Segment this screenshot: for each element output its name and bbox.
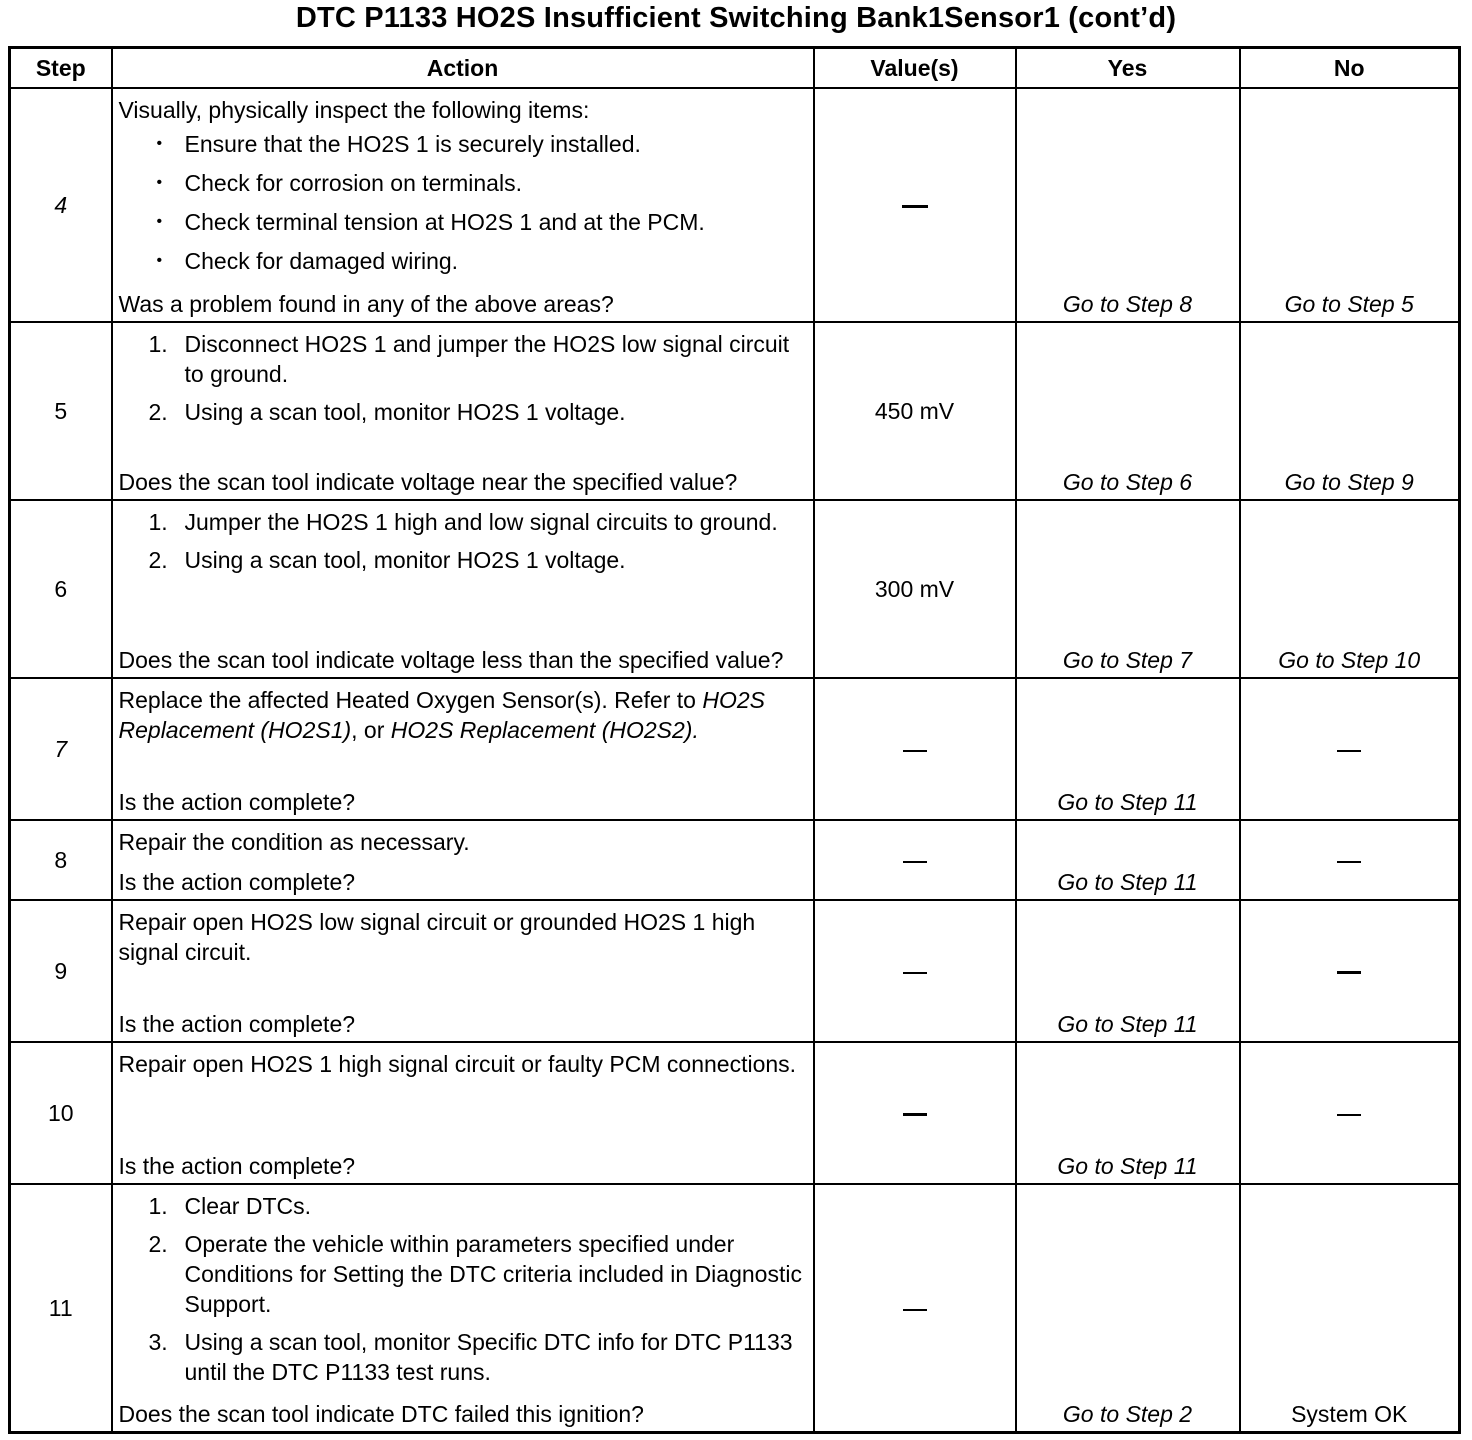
table-row-step-8 [10,820,1460,900]
action-cell [112,678,814,820]
header-values: Value(s) [814,48,1016,89]
action-question: Was a problem found in any of the above areas? [118,291,614,317]
step-number: 10 [10,1042,112,1184]
action-question: Does the scan tool indicate DTC failed this ignition? [118,1400,644,1427]
step-number: 8 [10,820,112,900]
no-result: Go to Step 10 [1240,500,1460,678]
value-cell: 300 mV [814,500,1016,678]
step-number: 6 [10,500,112,678]
no-result [1240,820,1460,900]
action-question: Is the action complete? [118,1011,356,1037]
numbered-list [119,329,807,429]
list-item: • Check for damaged wiring. [119,246,807,276]
table-row-step-6 [10,500,1460,678]
list-item: • Check for corrosion on terminals. [119,168,807,198]
checklist [119,129,807,276]
header-yes: Yes [1016,48,1240,89]
action-intro: Visually, physically inspect the following items: [118,97,590,123]
no-result: Go to Step 9 [1240,322,1460,500]
value-cell [814,1184,1016,1432]
step-number: 9 [10,900,112,1042]
value-cell [814,1042,1016,1184]
table-row-step-4 [10,88,1460,322]
action-cell [112,820,814,900]
value-cell [814,678,1016,820]
yes-result: Go to Step 11 [1016,900,1240,1042]
header-row [10,48,1460,89]
step-number: 7 [10,678,112,820]
table-row-step-9 [10,900,1460,1042]
value-dash [903,750,927,752]
no-result [1240,678,1460,820]
value-dash [902,205,928,208]
yes-result: Go to Step 8 [1016,88,1240,322]
list-item: • Ensure that the HO2S 1 is securely installed. [119,129,807,159]
list-item: • Check terminal tension at HO2S 1 and at the PCM. [119,207,807,237]
step-number: 11 [10,1184,112,1432]
step-number: 5 [10,322,112,500]
action-question: Does the scan tool indicate voltage less than the specified value? [118,647,784,673]
list-item: 2. Using a scan tool, monitor HO2S 1 voltage. [148,547,626,573]
table-row-step-5 [10,322,1460,500]
yes-result: Go to Step 2 [1016,1184,1240,1432]
action-question: Is the action complete? [118,789,356,815]
no-result: System OK [1240,1184,1460,1432]
numbered-list [119,1191,807,1389]
table-row-step-7 [10,678,1460,820]
list-item: 2. Using a scan tool, monitor HO2S 1 voltage. [148,399,626,425]
value-dash [903,972,927,974]
action-question: Is the action complete? [118,869,356,895]
page-title: DTC P1133 HO2S Insufficient Switching Bank1Sensor1 (cont’d) [295,2,1177,34]
list-item: 1. Clear DTCs. [148,1193,312,1219]
value-dash [903,1309,927,1311]
numbered-list [119,507,807,577]
reference-link[interactable]: HO2S Replacement (HO2S2) [390,717,693,743]
no-result [1240,1042,1460,1184]
value-cell [814,820,1016,900]
action-cell [112,900,814,1042]
action-intro: Repair open HO2S 1 high signal circuit or faulty PCM connections. [118,1051,797,1077]
yes-result: Go to Step 11 [1016,1042,1240,1184]
action-cell [112,1184,814,1432]
no-dash [1337,1114,1361,1116]
action-question: Is the action complete? [118,1153,356,1179]
no-dash [1337,861,1361,863]
list-item: 2. Operate the vehicle within parameters specified under Conditions for Setting the DTC criteria included in Diagnostic Support. [148,1231,802,1317]
value-dash [903,1113,927,1116]
list-item: 1. Disconnect HO2S 1 and jumper the HO2S low signal circuit to ground. [148,331,790,387]
action-question: Does the scan tool indicate voltage near the specified value? [118,469,738,495]
action-intro: Replace the affected Heated Oxygen Sensor(s). Refer to HO2S Replacement (HO2S1), or HO2S Replacement (HO2S2). [118,687,765,743]
yes-result: Go to Step 7 [1016,500,1240,678]
value-cell: 450 mV [814,322,1016,500]
header-no: No [1240,48,1460,89]
header-action: Action [112,48,814,89]
value-cell [814,88,1016,322]
no-result: Go to Step 5 [1240,88,1460,322]
action-cell [112,1042,814,1184]
action-intro: Repair the condition as necessary. [118,829,470,855]
table-row-step-10 [10,1042,1460,1184]
list-item: 1. Jumper the HO2S 1 high and low signal circuits to ground. [148,509,778,535]
no-dash [1337,971,1361,974]
step-number: 4 [10,88,112,322]
action-cell [112,322,814,500]
action-intro: Repair open HO2S low signal circuit or grounded HO2S 1 high signal circuit. [118,909,756,965]
value-dash [903,861,927,863]
table-row-step-11 [10,1184,1460,1432]
yes-result: Go to Step 11 [1016,678,1240,820]
no-dash [1337,750,1361,752]
reference-link[interactable]: HO2S Replacement (HO2S1) [118,687,765,743]
diagnostic-table [8,46,1461,1434]
value-cell [814,900,1016,1042]
action-cell [112,500,814,678]
list-item: 3. Using a scan tool, monitor Specific DTC info for DTC P1133 until the DTC P1133 test runs. [148,1329,793,1385]
no-result [1240,900,1460,1042]
yes-result: Go to Step 11 [1016,820,1240,900]
header-step: Step [10,48,112,89]
action-cell [112,88,814,322]
yes-result: Go to Step 6 [1016,322,1240,500]
